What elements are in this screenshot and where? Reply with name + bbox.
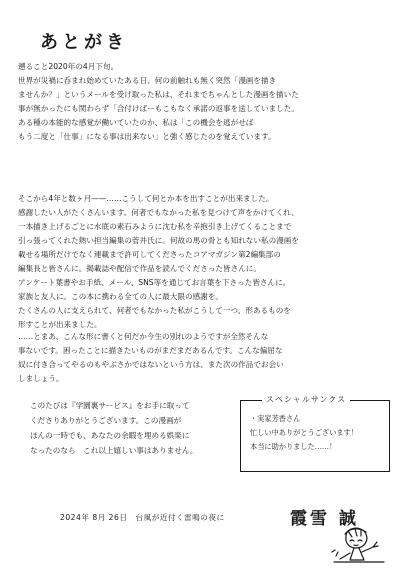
paragraph-thanks: そこから4年と数ヶ月——……こうして何とか本を出すことが出来ました。 感謝したい人がたくさんいます。何者でもなかった私を見つけて声をかけてくれ、 一本描き上げるごとに水底の素石みように沈む私を辛抱引き上げてくることまで 引っ張ってくれた熱い担当編集の菅井氏に。何故の馬の骨とも知れない私の漫画を 載せる場所だけでなく連載まで許可してくださったコアマガジン第2編集部の 編集長と皆さんに。掲載誌や配信で作品を読んでくださった皆さんに。 アンケート葉書やお手紙、メール、SNS等を通じてお言葉を下さった皆さんに。 家族と友人に。この本に携わる全ての人に最大限の感謝を。 たくさんの人に支えられて、何者でもなかった私がこうして一つ、形あるものを 形すことが出来ました。 (18, 194, 299, 329)
paragraph-future: ……とまあ、こんな形に書くと何だか今生の別れのようですが全然そんな 事ないです。困ったことに描きたいものがまだまだあるんです。こんな偏屈な 奴に付き合ってやるのもやぶさかではないという方は、また次の作品でお会い しましょう。 (18, 332, 284, 383)
page-title: あとがき (40, 32, 128, 53)
paragraph-closing: このたびは『学園裏サービス』をお手に取って くださりありがとうございます。この漫画が ほんの一時でも、あなたの余暇を埋める娯楽に なったのなら これ以上嬉しい事はありません。 (30, 401, 198, 455)
special-thanks-body: ・実家芳香さん 忙しい中ありがとうございます！ 本当に助かりました……！ (250, 414, 358, 451)
special-thanks-title: スペシャルサンクス (262, 394, 350, 405)
paragraph-intro: 遡ること2020年の4月下旬。 世界が災禍に呑まれ始めていたある日、何の前触れも無く突然「漫画を描き ませんか？」というメールを受け取った私は、それまでちゃんとした漫画を描いた 事が無かったにも関わらず「合付けばーもこもなく承諾の返事を送していました。 ある種の本能的な感覚が働いていたのか、私は「この機会を逃がせば もう二度と「仕事」になる事は出来ない」と強く感じたのを覚えています。 (18, 62, 299, 141)
author-signature: 霞雪 誠 (290, 509, 359, 529)
author-doodle-icon (328, 522, 390, 566)
date-line: 2024年 8月 26日 台風が近付く雷鳴の夜に (60, 513, 225, 522)
